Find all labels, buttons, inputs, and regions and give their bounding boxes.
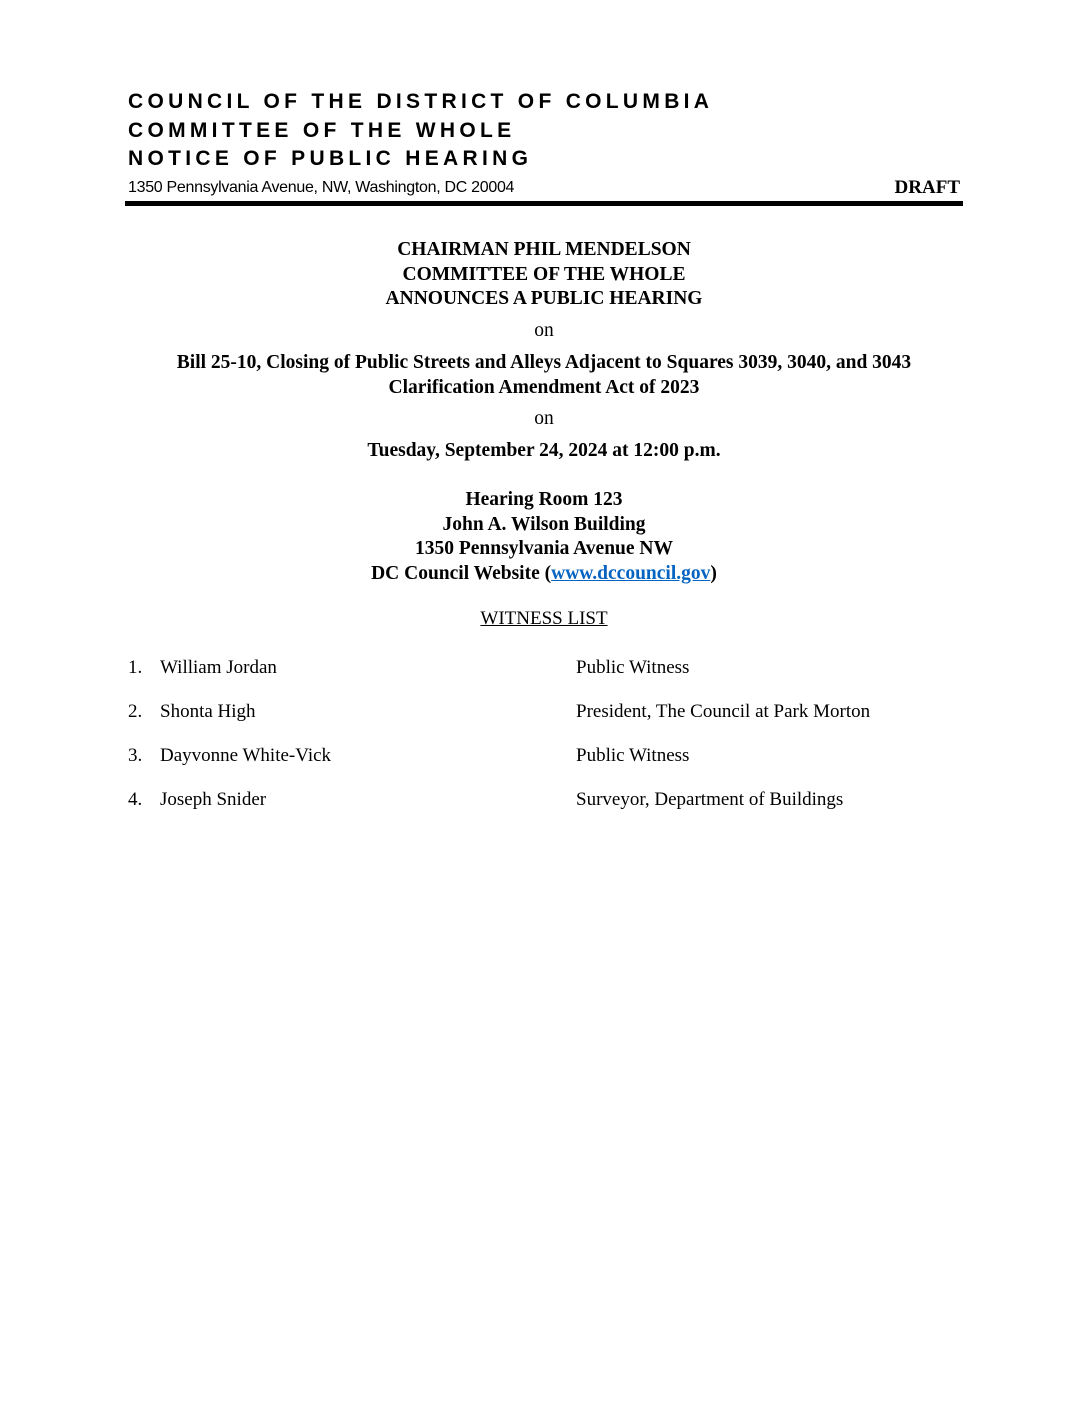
hearing-datetime: Tuesday, September 24, 2024 at 12:00 p.m. xyxy=(367,440,721,461)
witness-name: Shonta High xyxy=(160,701,256,722)
witness-name: William Jordan xyxy=(160,657,277,678)
witness-list-heading: WITNESS LIST xyxy=(480,608,608,629)
hearing-datetime-block xyxy=(0,439,1088,464)
website-suffix: ) xyxy=(710,562,717,584)
on-connector-1 xyxy=(0,319,1088,344)
announcement-block xyxy=(0,238,1088,312)
letterhead xyxy=(128,88,962,201)
witness-number: 3. xyxy=(128,745,143,766)
letterhead-address-row xyxy=(128,177,962,201)
witness-affiliation: Public Witness xyxy=(576,745,690,766)
hearing-room: Hearing Room 123 xyxy=(465,489,623,510)
website-line xyxy=(0,562,1088,587)
on-connector-2 xyxy=(0,407,1088,432)
website-link[interactable]: www.dccouncil.gov xyxy=(551,562,711,584)
witness-row xyxy=(128,700,962,724)
witness-affiliation: Surveyor, Department of Buildings xyxy=(576,789,844,810)
announces-line: ANNOUNCES A PUBLIC HEARING xyxy=(385,288,703,309)
letterhead-committee-title: COMMITTEE OF THE WHOLE xyxy=(128,118,516,142)
witness-number: 4. xyxy=(128,789,143,810)
witness-name: Joseph Snider xyxy=(160,789,267,810)
bill-title-block xyxy=(0,351,1088,400)
witness-row xyxy=(128,744,962,768)
letterhead-divider xyxy=(125,201,963,206)
bill-title-line-2: Clarification Amendment Act of 2023 xyxy=(388,376,700,398)
letterhead-council-title: COUNCIL OF THE DISTRICT OF COLUMBIA xyxy=(128,90,714,113)
on-text: on xyxy=(534,408,554,429)
letterhead-address: 1350 Pennsylvania Avenue, NW, Washington, DC 20004 xyxy=(128,178,515,196)
bill-title-line-1: Bill 25-10, Closing of Public Streets and Alleys Adjacent to Squares 3039, 3040, and 3043 xyxy=(176,352,912,373)
witness-affiliation: President, The Council at Park Morton xyxy=(576,701,871,722)
chairman-line: CHAIRMAN PHIL MENDELSON xyxy=(397,239,691,260)
witness-row xyxy=(128,656,962,680)
building-name: John A. Wilson Building xyxy=(442,513,646,535)
witness-number: 2. xyxy=(128,701,143,722)
on-text: on xyxy=(534,320,554,341)
draft-label: DRAFT xyxy=(894,176,960,198)
committee-line: COMMITTEE OF THE WHOLE xyxy=(402,263,686,285)
witness-number: 1. xyxy=(128,657,143,678)
witness-affiliation: Public Witness xyxy=(576,657,690,678)
building-address: 1350 Pennsylvania Avenue NW xyxy=(414,538,674,559)
location-block xyxy=(0,488,1088,586)
witness-name: Dayvonne White-Vick xyxy=(160,745,332,766)
witness-row xyxy=(128,788,962,812)
website-prefix: DC Council Website ( xyxy=(371,562,552,584)
letterhead-notice-title: NOTICE OF PUBLIC HEARING xyxy=(128,147,533,170)
